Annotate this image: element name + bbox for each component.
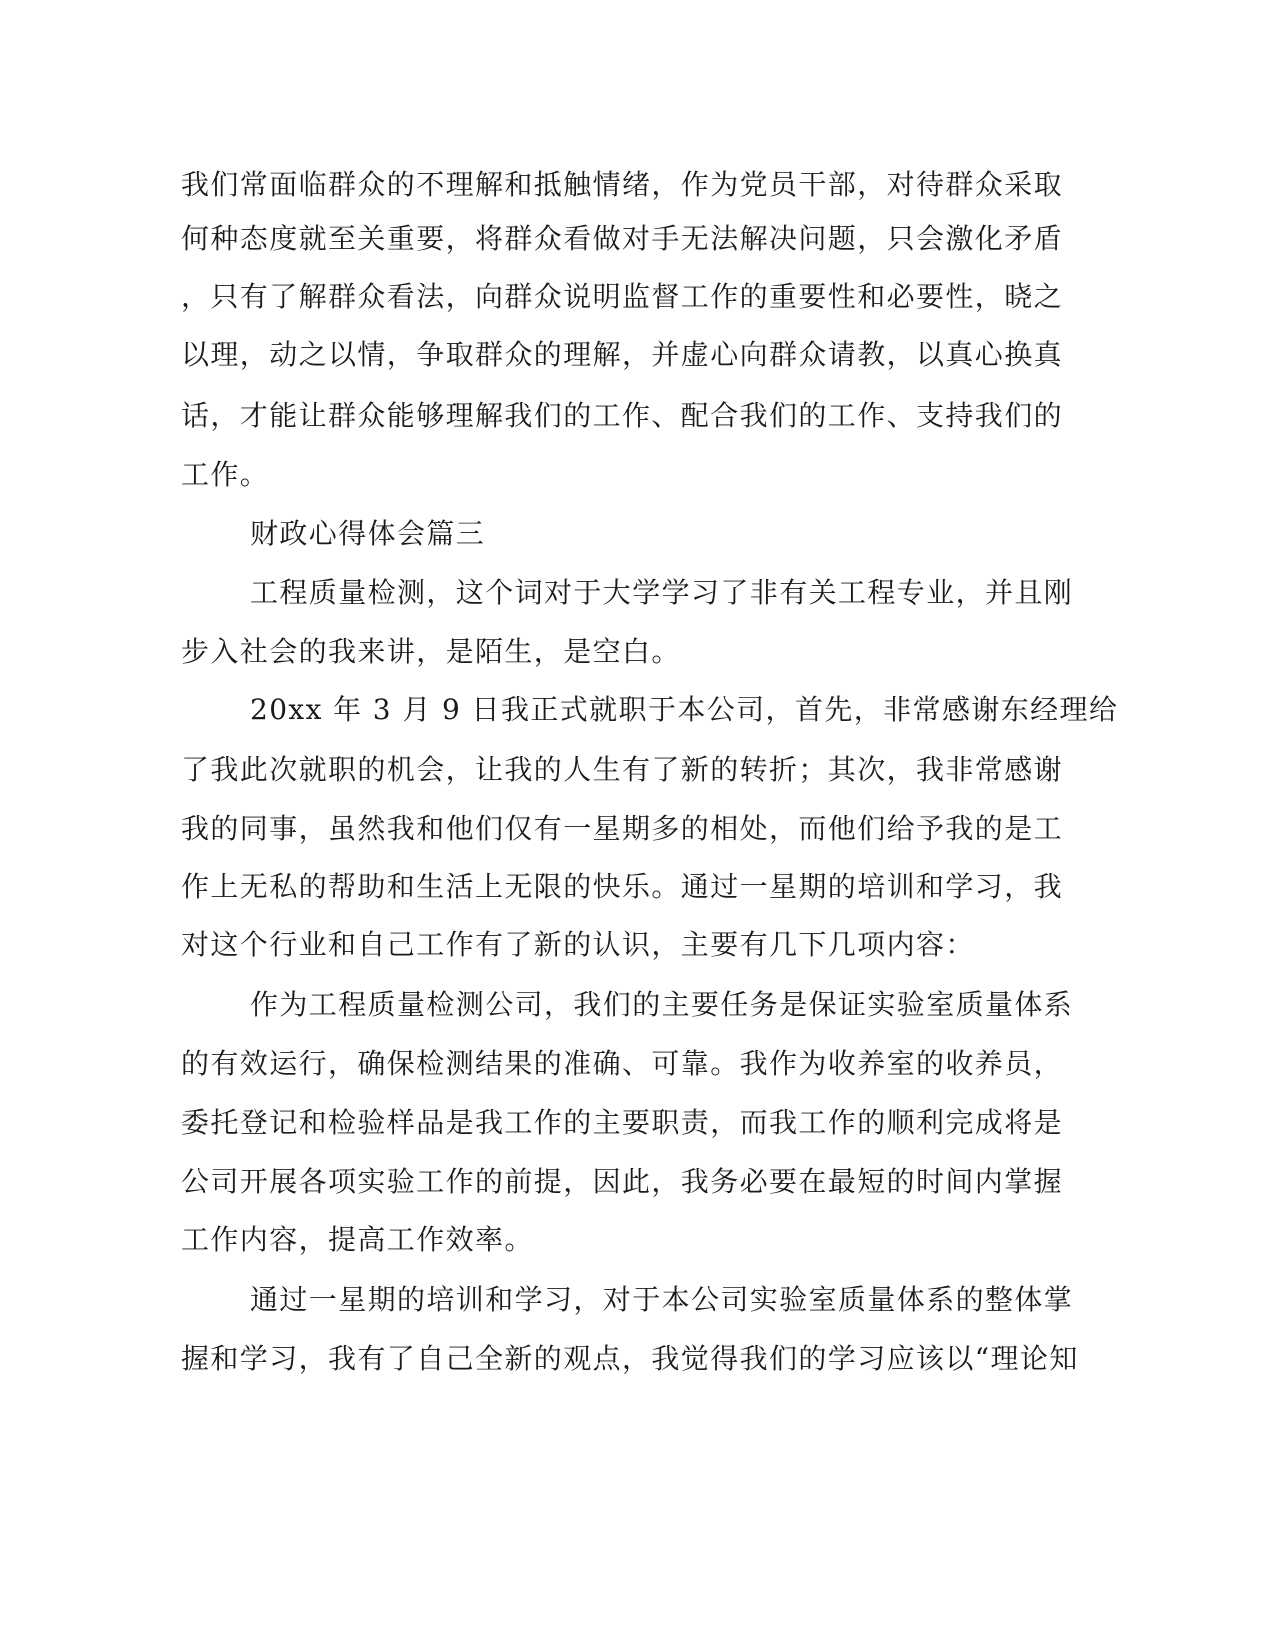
text-line: 公司开展各项实验工作的前提，因此，我务必要在最短的时间内掌握 <box>181 1165 1064 1198</box>
text-line: 委托登记和检验样品是我工作的主要职责，而我工作的顺利完成将是 <box>181 1106 1064 1139</box>
text-line: 我们常面临群众的不理解和抵触情绪，作为党员干部，对待群众采取 <box>181 168 1064 201</box>
text-line: 作为工程质量检测公司，我们的主要任务是保证实验室质量体系 <box>250 988 1074 1021</box>
text-line: 工程质量检测，这个词对于大学学习了非有关工程专业，并且刚 <box>250 576 1074 609</box>
text-line: 工作。 <box>181 458 270 491</box>
section-heading: 财政心得体会篇三 <box>250 517 486 550</box>
text-line: 工作内容，提高工作效率。 <box>181 1223 534 1256</box>
text-line: 20xx 年 3 月 9 日我正式就职于本公司，首先，非常感谢东经理给 <box>250 693 1119 726</box>
text-line: 作上无私的帮助和生活上无限的快乐。通过一星期的培训和学习，我 <box>181 870 1064 903</box>
text-line: 对这个行业和自己工作有了新的认识，主要有几下几项内容： <box>181 928 975 961</box>
text-line: 通过一星期的培训和学习，对于本公司实验室质量体系的整体掌 <box>250 1283 1074 1316</box>
text-line: ，只有了解群众看法，向群众说明监督工作的重要性和必要性，晓之 <box>181 280 1064 313</box>
text-line: 以理，动之以情，争取群众的理解，并虚心向群众请教，以真心换真 <box>181 338 1064 371</box>
text-line: 握和学习，我有了自己全新的观点，我觉得我们的学习应该以“理论知 <box>181 1342 1079 1375</box>
text-line: 何种态度就至关重要，将群众看做对手无法解决问题，只会激化矛盾 <box>181 222 1064 255</box>
text-line: 的有效运行，确保检测结果的准确、可靠。我作为收养室的收养员， <box>181 1047 1064 1080</box>
text-line: 我的同事，虽然我和他们仅有一星期多的相处，而他们给予我的是工 <box>181 812 1064 845</box>
text-line: 话，才能让群众能够理解我们的工作、配合我们的工作、支持我们的 <box>181 399 1064 432</box>
text-line: 步入社会的我来讲，是陌生，是空白。 <box>181 635 681 668</box>
text-line: 了我此次就职的机会，让我的人生有了新的转折；其次，我非常感谢 <box>181 753 1064 786</box>
